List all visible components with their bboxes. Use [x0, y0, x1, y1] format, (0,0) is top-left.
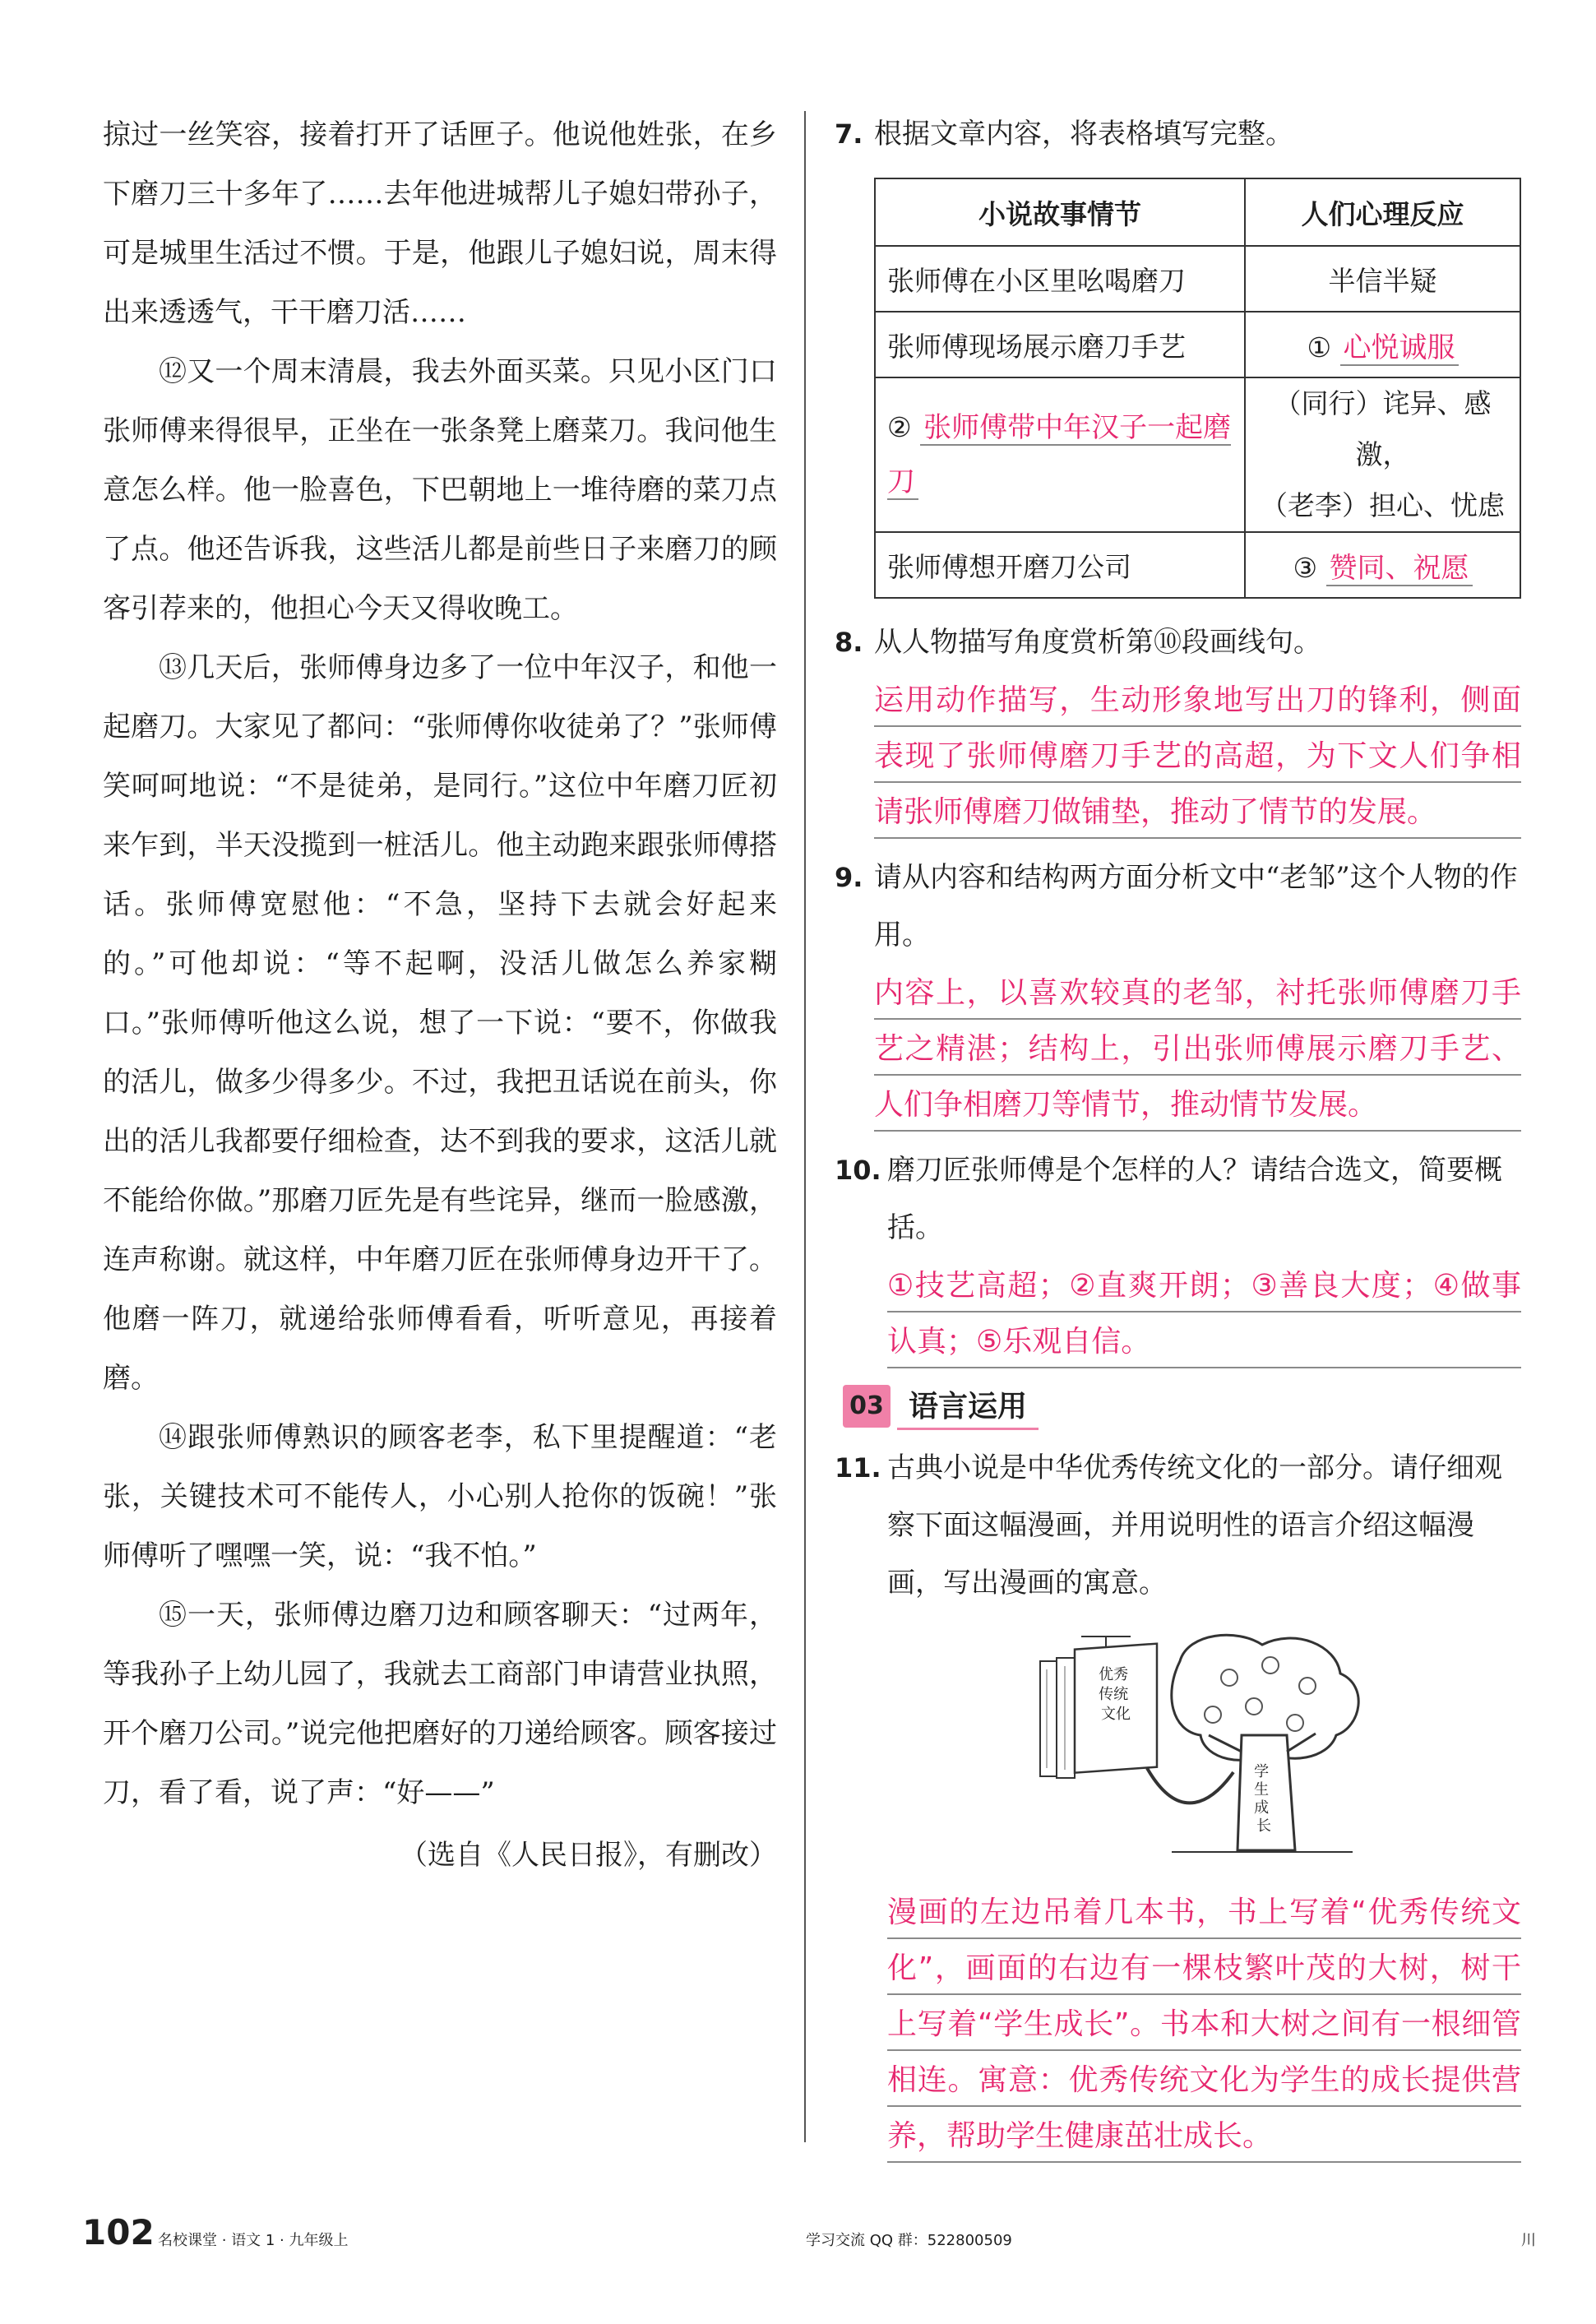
- reaction-line: （老李）担心、忧虑: [1261, 489, 1505, 521]
- filled-answer: 心悦诚服: [1340, 331, 1459, 366]
- section-header: [835, 1382, 1521, 1433]
- table-cell: [875, 377, 1245, 532]
- blank-marker: ①: [1307, 331, 1332, 363]
- table-row: [875, 312, 1520, 377]
- table-cell: 张师傅想开磨刀公司: [875, 532, 1245, 598]
- book-label-3: 文化: [1101, 1706, 1131, 1723]
- book-label-1: 优秀: [1099, 1666, 1129, 1683]
- question-number: 8.: [835, 627, 863, 658]
- answer-9: 内容上，以喜欢较真的老邹，衬托张师傅磨刀手艺之精湛；结构上，引出张师傅展示磨刀手艺、人们争相磨刀等情节，推动情节发展。: [874, 965, 1521, 1133]
- table-row: [875, 246, 1520, 312]
- cartoon-drawing: [1024, 1628, 1386, 1875]
- answer-11: 漫画的左边吊着几本书，书上写着“优秀传统文化”，画面的右边有一棵枝繁叶茂的大树，树干上写着“学生成长”。书本和大树之间有一根细管相连。寓意：优秀传统文化为学生的成长提供营养，帮助学生健康茁壮成长。: [887, 1885, 1521, 2164]
- passage-paragraph: 掠过一丝笑容，接着打开了话匣子。他说他姓张，在乡下磨刀三十多年了……去年他进城帮儿子媳妇带孙子，可是城里生活过不惯。于是，他跟儿子媳妇说，周末得出来透透气，干干磨刀活……: [103, 118, 777, 329]
- page-number: 102: [82, 2212, 155, 2252]
- question-text: 根据文章内容，将表格填写完整。: [874, 118, 1293, 150]
- edition-mark: 川: [1521, 2232, 1536, 2249]
- question-text: 从人物描写角度赏析第⑩段画线句。: [874, 626, 1321, 659]
- table-cell: [1245, 532, 1520, 598]
- question-number: 9.: [835, 862, 863, 893]
- passage-paragraph-14: ⑭跟张师傅熟识的顾客老李，私下里提醒道：“老张，关键技术可不能传人，小心别人抢你的饭碗！”张师傅听了嘿嘿一笑，说：“我不怕。”: [103, 1421, 777, 1572]
- book-title: 名校课堂 · 语文 1 · 九年级上: [158, 2232, 349, 2249]
- answer-8: 运用动作描写，生动形象地写出刀的锋利，侧面表现了张师傅磨刀手艺的高超，为下文人们争相请张师傅磨刀做铺垫，推动了情节的发展。: [874, 673, 1521, 840]
- source-citation: （选自《人民日报》，有删改）: [400, 1839, 777, 1872]
- book-label: [1099, 1666, 1133, 1723]
- table-row: [875, 532, 1520, 598]
- question-8: [835, 613, 1521, 671]
- passage-column: [103, 105, 777, 1885]
- question-number: 10.: [835, 1155, 881, 1186]
- qq-group: 学习交流 QQ 群：522800509: [806, 2232, 1012, 2249]
- table-cell: 张师傅在小区里吆喝磨刀: [875, 246, 1245, 312]
- question-text: 磨刀匠张师傅是个怎样的人？请结合选文，简要概括。: [887, 1154, 1502, 1244]
- blank-marker: ③: [1293, 551, 1318, 584]
- question-10: [835, 1141, 1521, 1257]
- table-header-plot: 小说故事情节: [875, 178, 1245, 246]
- table-row: [875, 377, 1520, 532]
- trunk-label: [1254, 1763, 1274, 1835]
- table-cell: [1245, 312, 1520, 377]
- trunk-label-2: 生: [1254, 1781, 1270, 1799]
- section-title: 语言运用: [897, 1385, 1039, 1430]
- question-number: 11.: [835, 1452, 881, 1484]
- filled-answer: 赞同、祝愿: [1326, 552, 1473, 586]
- question-text: 古典小说是中华优秀传统文化的一部分。请仔细观察下面这幅漫画，并用说明性的语言介绍这幅漫画，写出漫画的寓意。: [887, 1451, 1502, 1599]
- books-icon: [1040, 1644, 1157, 1778]
- question-7: [835, 105, 1521, 163]
- question-text: 请从内容和结构两方面分析文中“老邹”这个人物的作用。: [874, 861, 1518, 951]
- trunk-label-3: 成: [1254, 1799, 1270, 1817]
- trunk-label-4: 长: [1256, 1817, 1271, 1835]
- answer-10: ①技艺高超；②直爽开朗；③善良大度；④做事认真；⑤乐观自信。: [887, 1258, 1521, 1370]
- table-cell: 张师傅现场展示磨刀手艺: [875, 312, 1245, 377]
- table-header-reaction: 人们心理反应: [1245, 178, 1520, 246]
- page-footer: [66, 2212, 1536, 2262]
- passage-paragraph-13: ⑬几天后，张师傅身边多了一位中年汉子，和他一起磨刀。大家见了都问：“张师傅你收徒弟了？”张师傅笑呵呵地说：“不是徒弟，是同行。”这位中年磨刀匠初来乍到，半天没揽到一桩活儿。他主动跑来跟张师傅搭话。张师傅宽慰他：“不急，坚持下去就会好起来的。”可他却说：“等不起啊，没活儿做怎么养家糊口。”张师傅听他这么说，想了一下说：“要不，你做我的活儿，做多少得多少。不过，我把丑话说在前头，你出的活儿我都要仔细检查，达不到我的要求，这活儿就不能给你做。”那磨刀匠先是有些诧异，继而一脸感激，连声称谢。就这样，中年磨刀匠在张师傅身边开干了。他磨一阵刀，就递给张师傅看看，听听意见，再接着磨。: [103, 651, 777, 1395]
- section-number: 03: [843, 1385, 891, 1428]
- cartoon-illustration: [1024, 1628, 1386, 1875]
- plot-reaction-table: [874, 178, 1521, 599]
- passage-paragraph-15: ⑮一天，张师傅边磨刀边和顾客聊天：“过两年，等我孙子上幼儿园了，我就去工商部门申请营业执照，开个磨刀公司。”说完他把磨好的刀递给顾客。顾客接过刀，看了看，说了声：“好——”: [103, 1599, 777, 1809]
- passage-paragraph-12: ⑫又一个周末清晨，我去外面买菜。只见小区门口张师傅来得很早，正坐在一张条凳上磨菜刀。我问他生意怎么样。他一脸喜色，下巴朝地上一堆待磨的菜刀点了点。他还告诉我，这些活儿都是前些日子来磨刀的顾客引荐来的，他担心今天又得收晚工。: [103, 355, 777, 625]
- filled-answer: 张师傅带中年汉子一起磨刀: [887, 411, 1232, 498]
- blank-marker: ②: [887, 411, 912, 443]
- column-divider: [804, 111, 806, 2142]
- question-11: [835, 1439, 1521, 1612]
- book-label-2: 传统: [1099, 1686, 1129, 1703]
- question-number: 7.: [835, 118, 863, 150]
- reaction-line: （同行）诧异、感激，: [1274, 387, 1492, 470]
- table-cell: 半信半疑: [1245, 246, 1520, 312]
- questions-column: [835, 105, 1521, 2173]
- trunk-label-1: 学: [1254, 1763, 1270, 1780]
- table-cell: [1245, 377, 1520, 532]
- question-9: [835, 849, 1521, 964]
